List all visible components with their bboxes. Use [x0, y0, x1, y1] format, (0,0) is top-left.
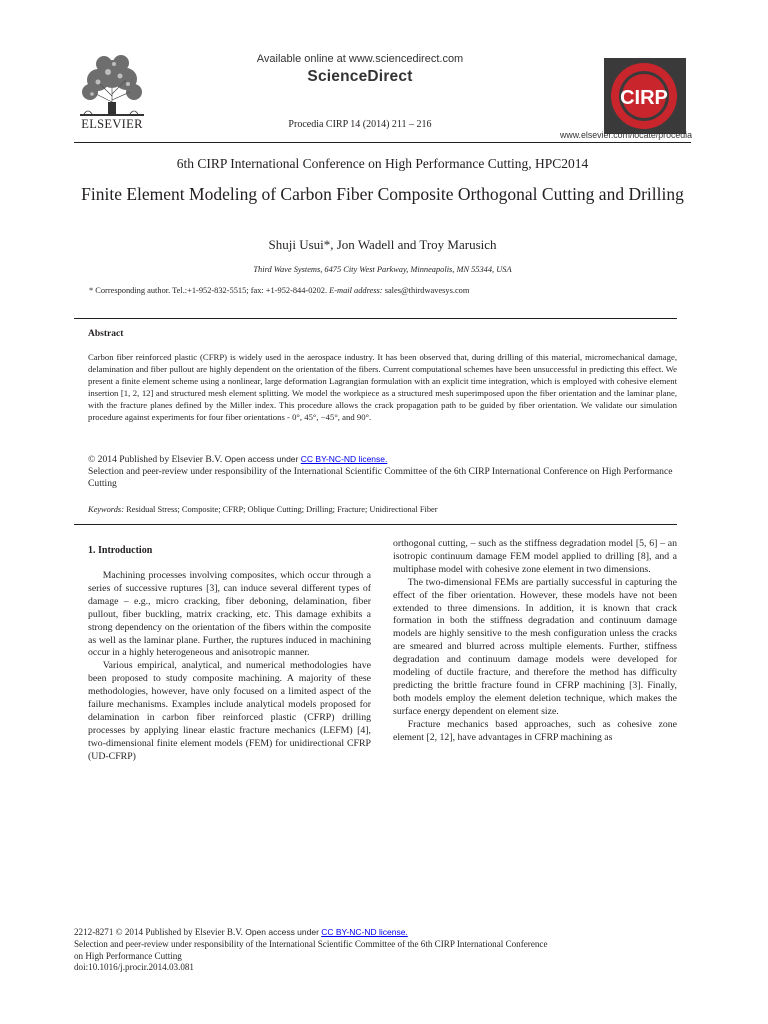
keywords-label: Keywords:: [88, 505, 124, 514]
footer-review-line-1: Selection and peer-review under responsibility of the International Scientific Committee of the 6th CIRP International Conference: [74, 938, 548, 949]
journal-url[interactable]: www.elsevier.com/locate/procedia: [559, 130, 692, 140]
affiliation: Third Wave Systems, 6475 City West Parkway, Minneapolis, MN 55344, USA: [253, 265, 512, 274]
email-address[interactable]: sales@thirdwavesys.com: [384, 286, 470, 295]
available-online-text: Available online at www.sciencedirect.com: [256, 53, 464, 65]
copyright-text: © 2014 Published by Elsevier B.V.: [88, 454, 223, 465]
journal-reference: Procedia CIRP 14 (2014) 211 – 216: [288, 119, 432, 130]
footer: [74, 927, 694, 974]
sciencedirect-wordmark: ScienceDirect: [307, 68, 413, 85]
open-access-text: Open access under: [224, 454, 299, 464]
corresponding-author-note: [89, 286, 689, 295]
paper-title: Finite Element Modeling of Carbon Fiber Composite Orthogonal Cutting and Drilling: [81, 184, 684, 204]
email-label: E-mail address:: [329, 286, 383, 295]
abstract-bottom-rule: [74, 524, 677, 525]
abstract-text: Carbon fiber reinforced plastic (CFRP) is widely used in the aerospace industry. It has been observed that, during drilling of this material, micromechanical damage, delamination and fiber pullout are highly dependent on the orientation of the fibers. Current computational schemes have been unsuccessful in predicting this effect. We present a finite element scheme using a nonlinear, large deformation Lagrangian formulation with an explicit time integration, which is employed with cohesive element insertion [1, 2, 12] and structured mesh element splitting. We model the workpiece as a structured mesh superimposed upon the fiber orientation and the laminar plane, with the fracture planes defined by the Miller index. This procedure allows the crack propagation path to be guided by fiber orientation. We validate our simulation procedure against experiments for four fiber orientations - 0°, 45°, −45°, and 90°.: [88, 352, 677, 423]
license-link[interactable]: CC BY-NC-ND license.: [300, 454, 388, 464]
review-statement: Selection and peer-review under responsibility of the International Scientific Committee of the 6th CIRP International Conference on High Performance Cutting: [88, 466, 673, 489]
keywords-line: [88, 505, 688, 514]
elsevier-wordmark: ELSEVIER: [81, 117, 143, 131]
cirp-logo-text: CIRP: [620, 87, 668, 109]
footer-copyright-line: [74, 927, 694, 939]
abstract-top-rule: [74, 318, 677, 319]
paragraph: orthogonal cutting, – such as the stiffness degradation model [5, 6] – an isotropic continuum damage FEM model applied to drilling [8], and a multiphase model with cohesive zone element in two dimensions.: [393, 538, 677, 575]
cirp-logo: [598, 58, 686, 134]
footer-license-link[interactable]: CC BY-NC-ND license.: [321, 927, 408, 937]
keywords-list: Residual Stress; Composite; CFRP; Oblique Cutting; Drilling; Fracture; Unidirectional Fiber: [126, 505, 438, 514]
corresponding-contact: * Corresponding author. Tel.:+1-952-832-5515; fax: +1-952-844-0202.: [89, 286, 328, 295]
right-column: [393, 538, 677, 745]
footer-open-access: Open access under: [245, 927, 319, 937]
section-heading-introduction: 1. Introduction: [88, 545, 153, 556]
footer-review-line-2: on High Performance Cutting: [74, 950, 182, 961]
copyright-block: [88, 453, 688, 490]
author-list: Shuji Usui*, Jon Wadell and Troy Marusich: [268, 237, 497, 252]
paragraph: Various empirical, analytical, and numerical methodologies have been proposed to study composite machining. A majority of these methodologies, however, have only focused on a limited aspect of the failure mechanisms. Examples include analytical models proposed for delamination in carbon fiber reinforced plastic (CFRP) drilling processes by applying linear elastic fracture mechanics (LEFM) [4], two-dimensional finite element models (FEM) for unidirectional CFRP (UD-CFRP): [88, 660, 371, 762]
paragraph: Fracture mechanics based approaches, such as cohesive zone element [2, 12], have advantages in CFRP machining as: [393, 718, 677, 743]
left-column: [88, 570, 371, 764]
header-divider: [74, 142, 691, 143]
abstract-heading: Abstract: [88, 329, 124, 339]
paragraph: The two-dimensional FEMs are partially successful in capturing the effect of the fiber orientation. However, these models have not been extended to three dimensions. In addition, it is known that crack formation in both the stiffness degradation and continuum damage models are highly sensitive to the mesh configuration unless the cracks are smeared and blurred across multiple elements. Further, stiffness degradation and continuum damage models were developed for modeling of ductile fracture, and therefore the method has difficulty predicting the brittle fracture found in CFRP machining [3]. Finally, both models employ the element deletion technique, which makes the surface energy dependent on element size.: [393, 576, 677, 717]
conference-name: 6th CIRP International Conference on High Performance Cutting, HPC2014: [176, 156, 589, 171]
doi[interactable]: doi:10.1016/j.procir.2014.03.081: [74, 962, 194, 973]
issn-copyright: 2212-8271 © 2014 Published by Elsevier B.V.: [74, 927, 243, 937]
paragraph: Machining processes involving composites, which occur through a series of successive ruptures [3], can induce several different types of damage – e.g., micro cracking, fiber deboning, delamination, fiber pullout, fiber buckling, matrix cracking, etc. This damage exhibits a strong dependency on the orientation of the fibers within the composite as well as the laminar plane. Further, the ruptures induced in machining occur in a highly heterogeneous and anisotropic manner.: [88, 570, 371, 659]
